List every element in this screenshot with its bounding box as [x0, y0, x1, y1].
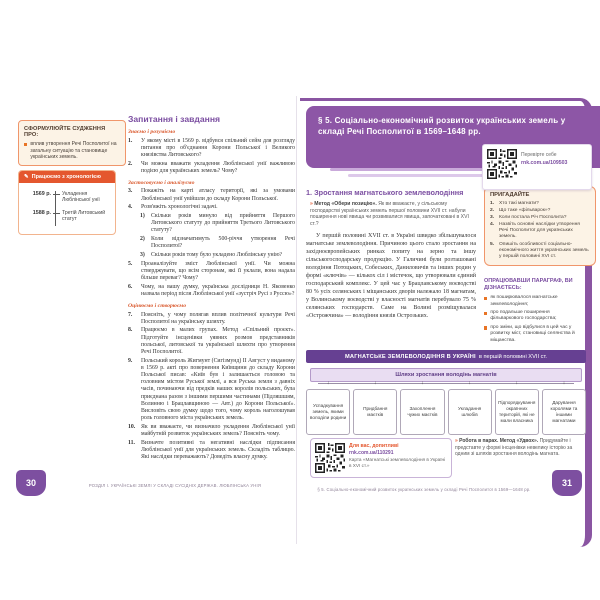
pencil-icon: ✎	[24, 174, 29, 180]
chevron-marker-icon: »	[310, 201, 313, 207]
learn-item	[484, 295, 584, 308]
question-item	[128, 440, 295, 462]
questions-column	[128, 114, 295, 463]
question-number: 7.	[128, 311, 133, 318]
question-number: 2)	[140, 236, 145, 243]
question-number: 2.	[128, 160, 133, 167]
method-note-text: Як ви вважаєте, у сільському господарстві українських земель першої половини XVII ст. набули поширення нові явища чи розвивалися явища, започатковані в XVI ст.?	[310, 201, 469, 228]
question-item	[128, 327, 295, 356]
diagram-box: Дарування королями та іншими магнатами	[542, 389, 586, 435]
question-text: Визначте позитивні та негативні наслідки підписання Люблінської унії для українських земель. Складіть таблицю. Які наслідки переважають? Доведіть власну думку.	[141, 439, 295, 461]
question-item	[128, 358, 295, 423]
down-arrow-icon: ↓	[373, 380, 377, 386]
questions-title: Запитання і завдання	[128, 114, 221, 124]
diagram-box: Придбання маєтків	[353, 389, 397, 435]
for-curious-title: Для вас, допитливі	[349, 443, 399, 449]
question-item	[128, 204, 295, 211]
paragraph-title: § 5. Соціально-економічний розвиток українських земель у складі Речі Посполитої в 1569–1648 рр.	[318, 116, 566, 137]
timeline-tick	[53, 194, 60, 195]
question-text: Скільки років минуло від прийняття Першого Литовського статуту до прийняття Третього Литовського статуту?	[151, 213, 295, 234]
learn-item	[484, 325, 584, 344]
question-text: Проаналізуйте зміст Люблінської унії. Чи можна стверджувати, що всім сторонам, які її уклали, вона надала більше переваг? Чому?	[141, 260, 295, 281]
down-arrow-icon: ↓	[326, 380, 330, 386]
page-number-left: 30	[16, 470, 46, 496]
down-arrow-icon: ↓	[421, 380, 424, 386]
footer-left: РОЗДІЛ І. УКРАЇНСЬКІ ЗЕМЛІ У СКЛАДІ СУСІДНІХ ДЕРЖАВ. ЛЮБЛІНСЬКА УНІЯ	[88, 483, 262, 488]
timeline-year: 1569 р.	[32, 191, 51, 197]
method-note	[310, 201, 472, 228]
question-text: Чому, на вашу думку, українська дослідниця Н. Яковенко назвала період після Люблінської унії «зустріч Русі з Руссю»?	[141, 283, 295, 297]
for-curious-url[interactable]: rnk.com.ua/110291	[349, 450, 394, 456]
recall-item	[490, 208, 590, 214]
square-bullet-icon	[484, 312, 487, 315]
recall-item-number: 5.	[490, 241, 495, 247]
timeline-label: Третій Литовський статут	[62, 209, 106, 223]
question-number: 10.	[128, 423, 136, 430]
question-item	[128, 284, 295, 298]
recall-item-text: Опишіть особливості соціально-економічного життя українських земель у першій половині XVI ст.	[499, 241, 589, 259]
question-item	[128, 261, 295, 283]
question-text: Розв'яжіть хронологічні задачі.	[141, 204, 218, 211]
diagram-banner-bold: МАГНАТСЬКЕ ЗЕМЛЕВОЛОДІННЯ В УКРАЇНІ	[344, 353, 476, 360]
check-yourself-widget[interactable]	[482, 144, 592, 190]
question-number: 1)	[140, 213, 145, 219]
question-item	[128, 424, 295, 438]
diagram-box: Успадкування земель, якими володіли родини	[306, 389, 350, 435]
diagram-banner	[306, 350, 586, 363]
question-number: 9.	[128, 357, 133, 364]
question-text: Поясніть, у чому полягав вплив політичної культури Речі Посполитої на українську шляхту.	[141, 311, 295, 325]
square-bullet-icon	[484, 326, 487, 329]
timeline	[19, 183, 115, 234]
for-curious-widget[interactable]	[310, 438, 452, 478]
question-subitem	[140, 236, 295, 250]
learn-item-text: про зміни, що відбулися в цей час у розвитку міст, становищі селянства й міщанства.	[490, 324, 575, 343]
question-item	[128, 312, 295, 326]
question-number: 8.	[128, 327, 133, 334]
subheading-know-understand: Знаємо і розуміємо	[128, 129, 176, 135]
recall-item	[490, 222, 590, 241]
timeline-event	[19, 210, 112, 223]
timeline-year: 1588 р.	[32, 209, 51, 216]
question-item	[128, 138, 295, 160]
square-bullet-icon	[484, 297, 487, 300]
recall-item	[490, 215, 590, 221]
check-yourself-label: Перевірте себе	[521, 152, 557, 158]
section-heading: 1. Зростання магнатського землеволодіння	[306, 188, 464, 197]
recall-box-title: ПРИГАДАЙТЕ	[490, 192, 530, 198]
chronology-box-title: Працюємо з хронологією	[31, 174, 101, 180]
learn-item	[484, 310, 584, 323]
recall-item-number: 2.	[490, 207, 495, 213]
down-arrow-icon: ↓	[562, 380, 566, 386]
judgement-box-item-text: вплив утворення Речі Посполитої на загальну ситуацію та становище українських земель.	[30, 141, 117, 161]
method-note-lead: Метод «Обери позицію».	[314, 201, 377, 207]
body-paragraph: У першій половині XVII ст. в Україні швидко збільшувалося магнатське землеволодіння. Причиною цього стало зростання на західноєвропейських ринках попиту на зерно та іншу сільськогосподарську продукцію. У Галичині були розташовані володіння Потоцьких, Собеських, Даниловичів та інших родин у формі «ключів» — кількох сіл і містечок, що утворювали єдиний господарський комплекс. У цей час у Брацлавському воєводстві 80 % усіх селянських і міщанських дворів належало 18 магнатам, у Волинському воєводстві у власності магнатів перебувало 75 % селянських господарств. Саме на Волині розміщувалася «Острожчина» — володіння князів Острозьких.	[306, 233, 476, 319]
qr-code-icon[interactable]	[315, 443, 345, 473]
chevron-marker-icon: »	[455, 438, 458, 444]
timeline-label: Укладення Люблінської унії	[62, 191, 100, 204]
down-arrow-icon: ↓	[515, 380, 519, 386]
judgement-box-item	[24, 141, 120, 161]
square-bullet-icon	[24, 143, 27, 146]
diagram-subheader: Шляхи зростання володінь магнатів	[310, 368, 582, 382]
question-text: Як ви вважаєте, чи визначило укладення Люблінської унії майбутній розвиток українських земель? Поясніть чому.	[141, 423, 295, 438]
timeline-event	[19, 191, 112, 204]
diagram-arrows	[306, 381, 586, 387]
question-number: 4.	[128, 204, 133, 211]
question-text: У якому місті в 1569 р. відбувся спільний сейм для розгляду питання про об'єднання Корони Польської і Великого князівства Литовського?	[141, 137, 295, 158]
question-number: 6.	[128, 283, 133, 290]
timeline-tick	[53, 213, 60, 214]
question-text: Скільки років тому було укладено Люблінську унію?	[151, 251, 283, 258]
recall-item-text: Назвіть основні наслідки утворення Речі Посполитої для українських земель.	[499, 222, 580, 240]
chronology-box	[18, 170, 116, 235]
question-number: 3)	[140, 251, 145, 258]
question-subitem	[140, 252, 295, 259]
footer-right: § 5. Соціально-економічний розвиток українських земель у складі Речі Посполитої в 1569—1648 рр.	[317, 487, 531, 492]
learn-box	[484, 278, 584, 346]
question-number: 5.	[128, 260, 133, 267]
diagram-box: Підпорядкування окраїнних територій, які не мали власника	[495, 389, 539, 435]
check-yourself-url[interactable]: rnk.com.ua/109503	[521, 159, 568, 166]
subheading-apply-analyze: Застосовуємо і аналізуємо	[128, 179, 195, 186]
down-arrow-icon: ↓	[468, 380, 471, 386]
recall-item-text: Що таке «фільварок»?	[499, 207, 551, 213]
recall-item-number: 4.	[490, 222, 495, 228]
learn-item-text: як поширювалося магнатське землеволодіння;	[490, 295, 558, 307]
question-number: 1.	[128, 137, 133, 144]
question-item	[128, 161, 295, 175]
question-item	[128, 188, 295, 202]
judgement-box-title: СФОРМУЛЮЙТЕ СУДЖЕННЯ ПРО:	[24, 126, 106, 138]
diagram-box: Укладання шлюбів	[448, 389, 492, 435]
for-curious-caption: Карта «Магнатські землеволодіння в Україні в XVI ст.»	[349, 457, 446, 469]
diagram-banner-rest: в першій половині XVII ст.	[478, 353, 548, 360]
recall-box	[484, 186, 596, 266]
recall-item-text: Хто такі магнати?	[499, 200, 539, 206]
question-text: Покажіть на карті атласу території, які за умовами Люблінської унії увійшли до складу Корони Польської.	[141, 188, 295, 202]
question-text: Працюємо в малих групах. Метод «Спільний проєкт». Підготуйте інсценівки уявних розмов представників польської, литовської та української шляхти про утворення Речі Посполитої.	[141, 327, 295, 355]
diagram-boxes	[306, 389, 586, 435]
formulate-judgement-box	[18, 120, 126, 166]
recall-item-number: 3.	[490, 214, 495, 220]
subheading-evaluate-create: Оцінюємо і створюємо	[128, 303, 187, 310]
pair-work-note	[455, 438, 585, 458]
chronology-box-header	[19, 171, 115, 183]
recall-item	[490, 201, 590, 207]
question-number: 11.	[128, 439, 135, 446]
question-text: Польський король Жигмунт (Сигізмунд) ІІ Август у виданому в 1569 р. акті про повернення Київщини до складу Корони Польської писав: «Київ був і залишається головою та головним містом Руської землі, а вся Руська земля з давніх часів, починаючи від предків наших королів польських, була приєднана разом з іншими першими частинами (Підляшшям, Волинню і Брацлавщиною — Авт.) до Корони Польської». Висловіть свою думку щодо того, чому король наголошував роль головного міста українських земель.	[141, 357, 295, 422]
qr-code-icon[interactable]	[487, 149, 517, 179]
question-number: 3.	[128, 188, 133, 195]
recall-item	[490, 242, 590, 261]
diagram-box: Захоплення чужих маєтків	[400, 389, 444, 435]
recall-item-text: Коли постала Річ Посполита?	[499, 214, 567, 220]
page-number-right: 31	[552, 470, 582, 496]
question-text: Коли відзначатимуть 500-річчя утворення Речі Посполитої?	[151, 236, 295, 250]
question-subitem	[140, 213, 295, 235]
learn-item-text: про подальше поширення фільваркового господарства;	[490, 310, 557, 322]
recall-item-number: 1.	[490, 200, 495, 206]
learn-box-title: ОПРАЦЮВАВШИ ПАРАГРАФ, ВИ ДІЗНАЄТЕСЬ:	[484, 278, 573, 292]
pair-work-lead: Робота в парах. Метод «Удвох».	[459, 438, 539, 444]
question-text: Чи можна вважати укладення Люблінської унії важливою подією для українських земель? Чому?	[141, 160, 295, 174]
page-spine-divider	[296, 96, 297, 544]
pair-work-text: Придумайте і представте у формі інсценівки невелику історію за одним зі шляхів зростання володінь магната.	[455, 438, 573, 458]
